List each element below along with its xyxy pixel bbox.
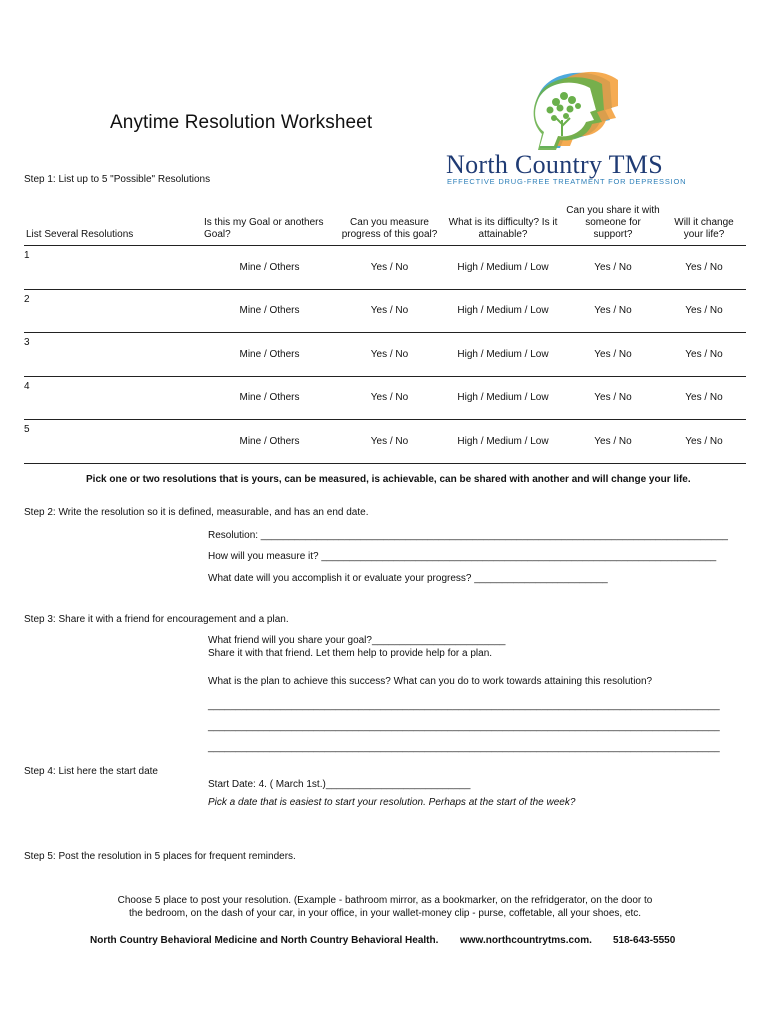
life-change-cell: Yes / No [685, 348, 723, 360]
resolution-field[interactable]: Resolution: ____________________________________________________________________________________ [208, 530, 728, 541]
life-change-cell: Yes / No [685, 392, 723, 404]
step5-heading: Step 5: Post the resolution in 5 places for frequent reminders. [24, 851, 296, 862]
share-instruction: Share it with that friend. Let them help to provide help for a plan. [208, 648, 493, 659]
step3-heading: Step 3: Share it with a friend for encouragement and a plan. [24, 614, 289, 625]
difficulty-cell: High / Medium / Low [457, 305, 549, 317]
brand-tagline: EFFECTIVE DRUG-FREE TREATMENT FOR DEPRESSION [447, 177, 687, 186]
life-change-cell: Yes / No [685, 261, 723, 273]
table-row [24, 376, 746, 420]
post-places-line-1: Choose 5 place to post your resolution. (Example - bathroom mirror, as a bookmarker, on the refridgerator, on the door to [117, 895, 653, 906]
table-row [24, 333, 746, 377]
life-change-cell: Yes / No [685, 435, 723, 447]
row-number: 1 [24, 250, 30, 261]
difficulty-cell: High / Medium / Low [457, 261, 549, 273]
shareable-cell: Yes / No [594, 348, 632, 360]
page-title: Anytime Resolution Worksheet [110, 112, 373, 133]
friend-field[interactable]: What friend will you share your goal?________________________ [208, 635, 506, 646]
table-row [24, 289, 746, 333]
shareable-cell: Yes / No [594, 261, 632, 273]
table-header-row [24, 205, 746, 246]
difficulty-cell: High / Medium / Low [457, 348, 549, 360]
measurable-cell: Yes / No [370, 348, 409, 360]
column-header: What is its difficulty? Is it attainable? [448, 217, 558, 240]
step1-heading: Step 1: List up to 5 "Possible" Resolutions [24, 174, 211, 185]
footer-organization: North Country Behavioral Medicine and North Country Behavioral Health. [90, 935, 439, 946]
resolutions-table [24, 205, 746, 464]
measure-field[interactable]: How will you measure it? _______________________________________________________________________ [208, 551, 717, 562]
plan-line-1[interactable]: ____________________________________________________________________________________________ [208, 700, 720, 711]
pick-note: Pick one or two resolutions that is yours, can be measured, is achievable, can be shared with another and will change your life. [86, 474, 691, 485]
plan-line-3[interactable]: ____________________________________________________________________________________________ [208, 742, 720, 753]
start-date-hint: Pick a date that is easiest to start your resolution. Perhaps at the start of the week? [208, 797, 576, 808]
measurable-cell: Yes / No [370, 435, 409, 447]
difficulty-cell: High / Medium / Low [457, 392, 549, 404]
column-header: Is this my Goal or anothers Goal? [204, 217, 324, 240]
measurable-cell: Yes / No [370, 261, 409, 273]
measurable-cell: Yes / No [370, 305, 409, 317]
step2-heading: Step 2: Write the resolution so it is defined, measurable, and has an end date. [24, 507, 369, 518]
difficulty-cell: High / Medium / Low [457, 435, 549, 447]
row-number: 2 [24, 293, 30, 305]
goal-owner-cell: Mine / Others [239, 305, 300, 317]
measurable-cell: Yes / No [370, 392, 409, 404]
goal-owner-cell: Mine / Others [239, 348, 300, 360]
row-number: 4 [24, 380, 30, 392]
start-date-field[interactable]: Start Date: 4. ( March 1st.)__________________________ [208, 779, 471, 790]
brand-name: North Country TMS [446, 150, 663, 179]
column-header: Will it change your life? [674, 217, 734, 240]
shareable-cell: Yes / No [594, 305, 632, 317]
row-number: 5 [24, 424, 30, 435]
footer-website[interactable]: www.northcountrytms.com. [460, 935, 592, 946]
column-header: List Several Resolutions [26, 229, 134, 240]
goal-owner-cell: Mine / Others [239, 392, 300, 404]
accomplish-date-field[interactable]: What date will you accomplish it or evaluate your progress? ________________________ [208, 573, 608, 584]
shareable-cell: Yes / No [594, 435, 632, 447]
life-change-cell: Yes / No [685, 305, 723, 317]
row-number: 3 [24, 337, 30, 348]
goal-owner-cell: Mine / Others [239, 261, 300, 273]
table-row [24, 246, 746, 290]
step4-heading: Step 4: List here the start date [24, 766, 158, 777]
table-row [24, 420, 746, 464]
plan-line-2[interactable]: ____________________________________________________________________________________________ [208, 721, 720, 732]
column-header: Can you share it with someone for support? [566, 205, 660, 240]
post-places-line-2: the bedroom, on the dash of your car, in your office, in your wallet-money clip - purse, coffetable, all your shoes, etc. [128, 908, 642, 919]
plan-question: What is the plan to achieve this success? What can you do to work towards attaining this resolution? [208, 676, 653, 687]
column-header: Can you measure progress of this goal? [341, 217, 438, 240]
goal-owner-cell: Mine / Others [239, 435, 300, 447]
shareable-cell: Yes / No [594, 392, 632, 404]
footer-phone: 518-643-5550 [613, 935, 676, 946]
